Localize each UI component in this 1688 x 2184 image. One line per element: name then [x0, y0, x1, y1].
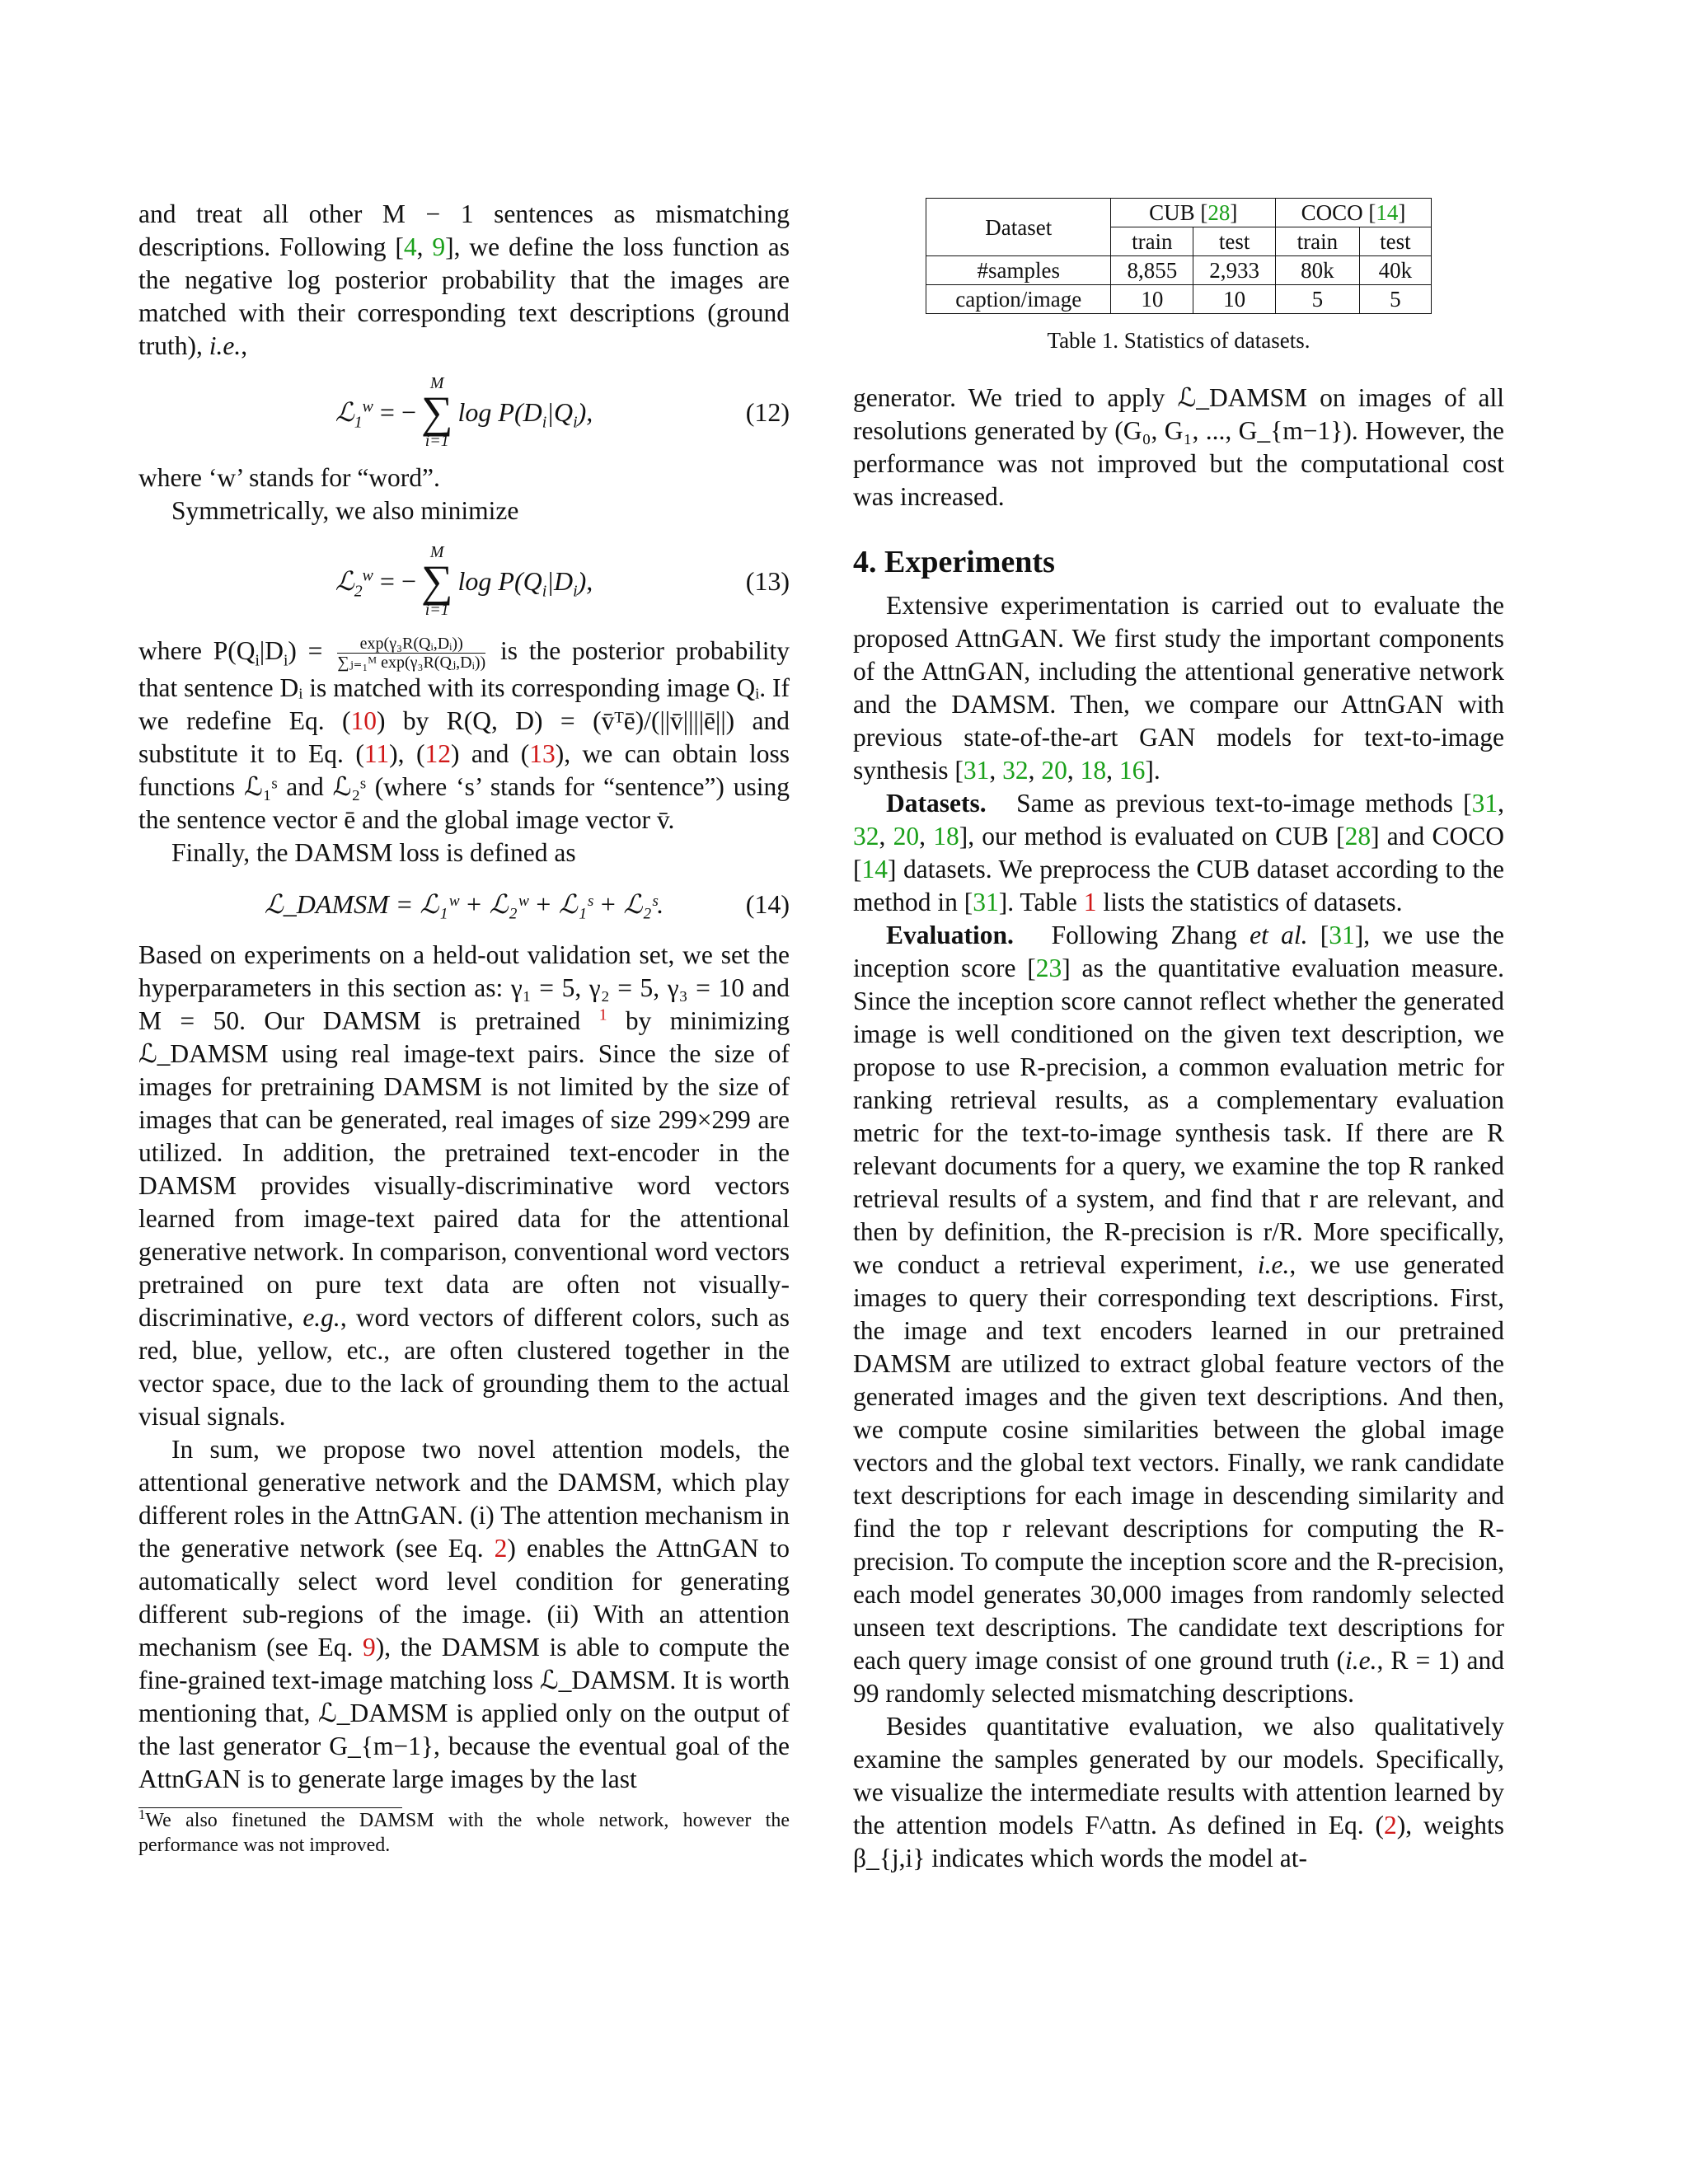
- paragraph-datasets: Datasets. Same as previous text-to-image methods [31, 32, 20, 18], our method is evaluated on CUB [28] and COCO [14] datasets. We preprocess the CUB dataset according to the method in [31]. Table 1 lists the statistics of datasets.: [853, 789, 1505, 916]
- citation-link[interactable]: 14: [1376, 200, 1399, 225]
- equation-ref-link[interactable]: 2: [1383, 1811, 1397, 1840]
- citation-link[interactable]: 20: [1041, 756, 1067, 785]
- citation-link[interactable]: 32: [853, 822, 879, 851]
- table-subheader: test: [1193, 227, 1276, 256]
- paragraph-generator: generator. We tried to apply ℒ_DAMSM on images of all resolutions generated by (G₀, G₁, ..., G_{m−1}). However, the performance was not improved but the computational cost was increased.: [853, 383, 1504, 511]
- table-subheader: train: [1275, 227, 1359, 256]
- statistics-table: [926, 198, 1432, 357]
- table-row: #samples 8,855 2,933 80k 40k: [926, 256, 1432, 285]
- citation-link[interactable]: 9: [432, 232, 446, 261]
- citation-link[interactable]: 16: [1118, 756, 1146, 785]
- table-header-dataset: Dataset: [926, 199, 1111, 256]
- equation-number: (13): [745, 566, 790, 596]
- equation-ref-link[interactable]: 2: [494, 1534, 508, 1563]
- citation-link[interactable]: 4: [403, 232, 417, 261]
- paragraph-experiments: Extensive experimentation is carried out to evaluate the proposed AttnGAN. We first study the important components of the AttnGAN, including the attentional generative network and the DAMSM. Then, we compare our AttnGAN with previous state-of-the-art GAN models for text-to-image synthesis [31, 32, 20, 18, 16].: [853, 591, 1504, 785]
- citation-link[interactable]: 20: [893, 822, 920, 851]
- paragraph-posterior: where $P(Q_i|D_i)$ = $\frac{\text{exp(γ₃R(Qᵢ,Dᵢ))}}{\text{∑ⱼ₌₁ᴹ exp(γ₃R(Qⱼ,Dᵢ))}}$ is the posterior probability that sentence Dᵢ is matched with its corresponding image Qᵢ. If we redefine Eq. (10) by R(Q, D) = (v̄ᵀē)/(||v̄||||ē||) and substitute it to Eq. (11), (12) and (13), we can obtain loss functions ℒ₁ˢ and ℒ₂ˢ (where ‘s’ stands for “sentence”) using the sentence vector ē and the global image vector v̄.: [138, 635, 790, 835]
- table-row: caption/image 10 10 5 5: [926, 285, 1432, 314]
- citation-link[interactable]: 31: [973, 888, 999, 916]
- equation-13: ℒ$_2^w$ = − M ∑ i=1 $\log P(Q_i|D_i)$, (13): [335, 543, 790, 619]
- footnote-mark-link[interactable]: 1: [598, 1006, 607, 1024]
- left-column: [138, 198, 790, 1858]
- equation-12: ℒ$_1^w$ = − M ∑ i=1 $\log P(D_i|Q_i)$, (12): [335, 374, 790, 450]
- table-ref-link[interactable]: 1: [1083, 888, 1097, 916]
- paragraph-in-sum: In sum, we propose two novel attention models, the attentional generative network and the DAMSM, which play different roles in the AttnGAN. (i) The attention mechanism in the generative network (see Eq. 2) enables the AttnGAN to automatically select word level condition for generating different sub-regions of the image. (ii) With an attention mechanism (see Eq. 9), the DAMSM is able to compute the fine-grained text-image matching loss ℒ_DAMSM. It is worth mentioning that, ℒ_DAMSM is applied only on the output of the last generator G_{m−1}, because the eventual goal of the AttnGAN is to generate large images by the last: [138, 1435, 790, 1794]
- equation-ref-link[interactable]: 11: [363, 739, 390, 769]
- right-column: [853, 198, 1504, 1875]
- equation-ref-link[interactable]: 10: [350, 706, 377, 736]
- table-caption: Table 1. Statistics of datasets.: [1047, 328, 1311, 353]
- paragraph-hyperparameters: Based on experiments on a held-out validation set, we set the hyperparameters in this section as: γ₁ = 5, γ₂ = 5, γ₃ = 10 and M = 50. Our DAMSM is pretrained $^1$ by minimizing ℒ_DAMSM using real image-text pairs. Since the size of images for pretraining DAMSM is not limited by the size of images that can be generated, real images of size 299×299 are utilized. In addition, the pretrained text-encoder in the DAMSM provides visually-discriminative word vectors learned from image-text paired data for the attentional generative network. In comparison, conventional word vectors pretrained on pure text data are often not visually-discriminative, e.g., word vectors of different colors, such as red, blue, yellow, etc., are often clustered together in the vector space, due to the lack of grounding them to the actual visual signals.: [138, 940, 790, 1432]
- table-header-coco: COCO [14]: [1275, 199, 1431, 227]
- section-heading: 4. Experiments: [853, 545, 1055, 579]
- equation-number: (14): [745, 889, 790, 920]
- equation-ref-link[interactable]: 12: [424, 739, 451, 769]
- equation-ref-link[interactable]: 9: [362, 1633, 376, 1662]
- citation-link[interactable]: 23: [1035, 954, 1062, 982]
- summation-symbol: M ∑ i=1: [421, 374, 453, 450]
- footnote: $^1$We also finetuned the DAMSM with the whole network, however the performance was not improved.: [138, 1807, 790, 1857]
- citation-link[interactable]: 31: [963, 756, 990, 785]
- paragraph-loss-intro: and treat all other M − 1 sentences as mismatching descriptions. Following [4, 9], we define the loss function as the negative log posterior probability that the images are matched with their corresponding text descriptions (ground truth), i.e.,: [138, 199, 790, 360]
- citation-link[interactable]: 31: [1471, 789, 1498, 818]
- posterior-fraction: $\frac{\text{exp(γ₃R(Qᵢ,Dᵢ))}}{\text{∑ⱼ₌₁ᴹ exp(γ₃R(Qⱼ,Dᵢ))}}$: [337, 635, 486, 673]
- citation-link[interactable]: 32: [1002, 756, 1029, 785]
- citation-link[interactable]: 18: [1080, 756, 1107, 785]
- table-subheader: test: [1359, 227, 1431, 256]
- paragraph-evaluation: Evaluation. Following Zhang et al. [31], we use the inception score [23] as the quantitative evaluation measure. Since the inception score cannot reflect whether the generated image is well conditioned on the given text description, we propose to use R-precision, a common evaluation metric for ranking retrieval results, as a complementary evaluation metric for the text-to-image synthesis task. If there are R relevant documents for a query, we examine the top R ranked retrieval results of a system, and find that r are relevant, and then by definition, the R-precision is r/R. More specifically, we conduct a retrieval experiment, i.e., we use generated images to query their corresponding text descriptions. First, the image and text encoders learned in our pretrained DAMSM are utilized to extract global feature vectors of the generated images and the given text descriptions. And then, we compute cosine similarities between the global image vectors and the global text vectors. Finally, we rank candidate text descriptions for each image in descending similarity and find the top r relevant descriptions for computing the R-precision. To compute the inception score and the R-precision, each model generates 30,000 images from randomly selected unseen text descriptions. The candidate text descriptions for each query image consist of one ground truth (i.e., R = 1) and 99 randomly selected mismatching descriptions.: [853, 921, 1505, 1708]
- table-header-cub: CUB [28]: [1111, 199, 1276, 227]
- paragraph-symmetric: Symmetrically, we also minimize: [171, 496, 519, 525]
- citation-link[interactable]: 31: [1329, 921, 1355, 949]
- table-subheader: train: [1111, 227, 1193, 256]
- equation-ref-link[interactable]: 13: [529, 739, 556, 769]
- citation-link[interactable]: 28: [1207, 200, 1231, 225]
- paragraph-qualitative: Besides quantitative evaluation, we also qualitatively examine the samples generated by our models. Specifically, we visualize the intermediate results with attention learned by the attention models F^attn. As defined in Eq. (2), weights β_{j,i} indicates which words the model at-: [853, 1712, 1505, 1872]
- paragraph-finally: Finally, the DAMSM loss is defined as: [171, 838, 576, 868]
- paragraph-where-w: where ‘w’ stands for “word”.: [138, 463, 440, 492]
- equation-14: ℒ_DAMSM = ℒ₁ʷ + ℒ₂ʷ + ℒ₁ˢ + ℒ₂ˢ. (14): [264, 889, 790, 920]
- citation-link[interactable]: 14: [861, 855, 888, 883]
- summation-symbol: M ∑ i=1: [421, 543, 453, 619]
- equation-number: (12): [745, 397, 790, 427]
- citation-link[interactable]: 18: [933, 822, 959, 851]
- citation-link[interactable]: 28: [1344, 822, 1372, 851]
